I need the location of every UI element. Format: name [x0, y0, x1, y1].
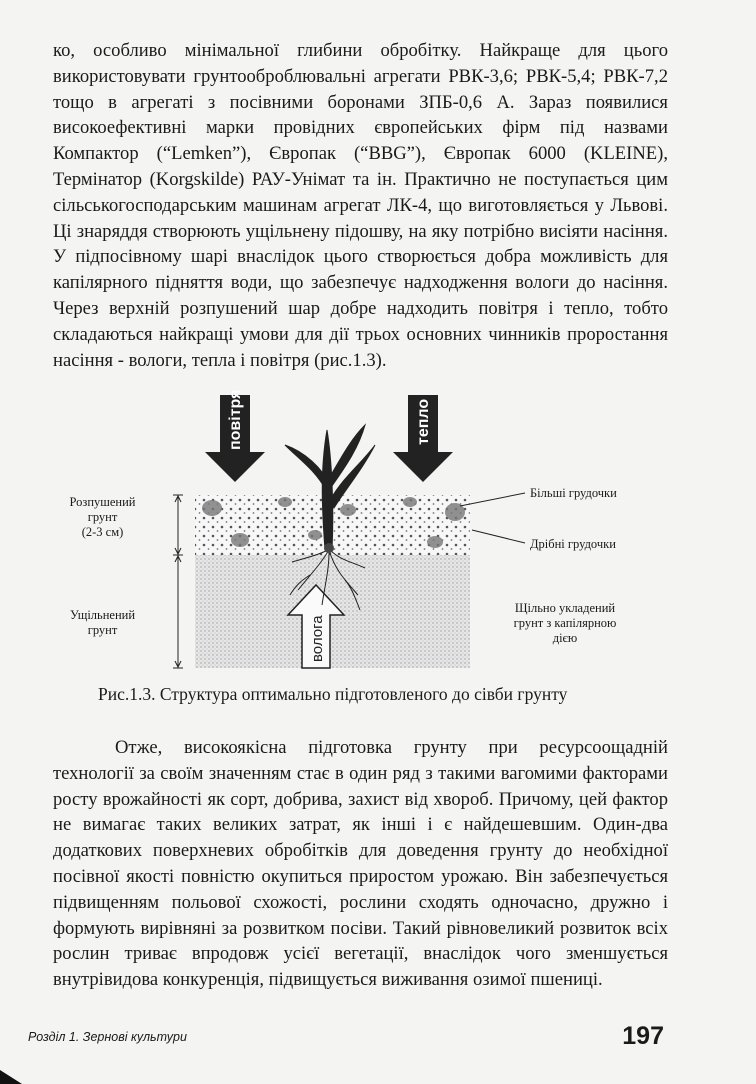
capillary-soil-label: Щільно укладений грунт з капілярною дією [513, 601, 617, 645]
air-arrow [205, 390, 265, 482]
page-number: 197 [622, 1022, 664, 1050]
soil-structure-figure [40, 390, 720, 690]
running-footer: Розділ 1. Зернові культури [28, 1030, 187, 1044]
corner-triangle [0, 1070, 22, 1084]
figure-caption: Рис.1.3. Структура оптимально підготовленого до сівби грунту [98, 684, 568, 704]
body-paragraph: ко, особливо мінімальної глибини обробітку. Найкраще для цього використовувати грунтооброблювальні агрегати РВК-3,6; РВК-5,4; РВК-7,2 тощо в агрегаті з посівними боронами ЗПБ-0,6 А. Зараз появилися високоефективні марки провідних європейських фірм під назвами Компактор (“Lemken”), Європак (“BBG”), Європак 6000 (KLEINE), Термінатор (Korgskilde) РАУ-Унімат та ін. Практично не поступається цим сільськогосподарським машинам агрегат ЛК-4, що виготовляється у Львові. Ці знаряддя створюють ущільнену підошву, на яку потрібно висіяти насіння. У підпосівному шарі внаслідок цього створюється добра можливість для капілярного підняття води, що забезпечує надходження вологи до насіння. Через верхній розпушений шар добре надходить повітря і тепло, тобто складаються найкращі умови для дії трьох основних чинників проростання насіння - вологи, тепла і повітря (рис.1.3). [53, 40, 668, 371]
larger-clods-label: Більші грудочки [530, 486, 617, 500]
air-arrow-label: повітря [227, 390, 244, 450]
loose-soil-label: Розпушений грунт (2-3 см) [69, 495, 136, 539]
compacted-soil-label: Ущільнений грунт [69, 608, 136, 637]
body-paragraph: Отже, високоякісна підготовка грунту при ресурсоощадній технології за своїм значенням стає в один ряд з такими вагомими факторами росту врожайності як сорт, добрива, захист від хвороб. Причому, цей фактор не вимагає таких великих затрат, як інші і є найдешевшим. Один-два додаткових поверхневих обробітків для доведення грунту до необхідної посівної якості повністю окупиться приростом урожаю. Він забезпечується підвищенням польової схожості, рослини сходять одночасно, дружно і формують вирівняні за розвитком посіви. Такий рівновеликий розвиток всіх рослин триває впродовж усієї вегетації, внаслідок чого зменшується внутрівидова конкуренція, підвищується виживання озимої пшениці. [53, 737, 668, 991]
depth-brackets [173, 495, 183, 668]
heat-arrow [393, 395, 453, 482]
moisture-arrow-label: волога [309, 615, 326, 662]
small-clods-label: Дрібні грудочки [530, 537, 616, 551]
seed [324, 543, 334, 553]
heat-arrow-label: тепло [415, 398, 432, 445]
